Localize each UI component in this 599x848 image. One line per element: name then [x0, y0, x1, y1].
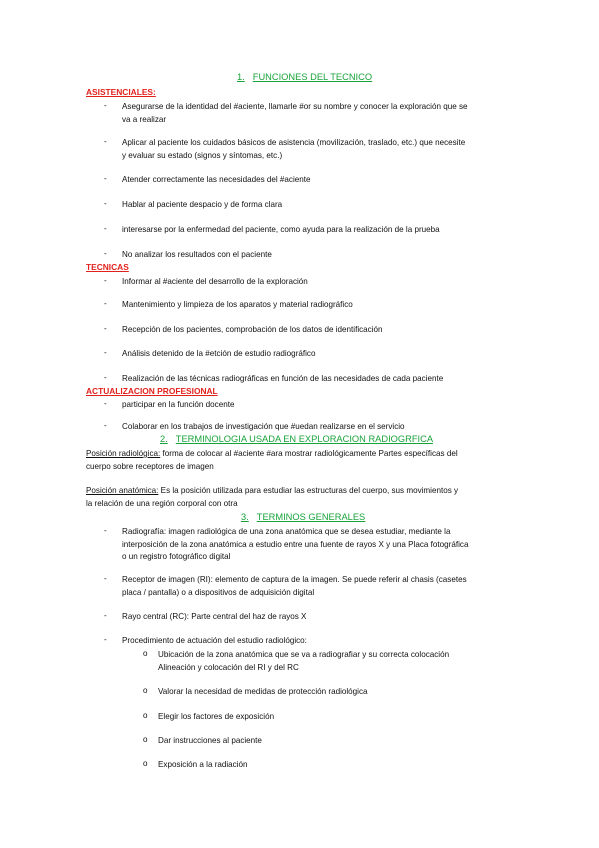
- dash-bullet: -: [104, 574, 107, 583]
- dash-bullet: -: [104, 635, 107, 644]
- list-item: Atender correctamente las necesidades del #aciente: [122, 175, 311, 184]
- circle-bullet: o: [143, 759, 148, 768]
- dash-bullet: -: [104, 373, 107, 382]
- dash-bullet: -: [104, 224, 107, 233]
- list-item: Colaborar en los trabajos de investigación que #uedan realizarse en el servicio: [122, 422, 405, 431]
- dash-bullet: -: [104, 421, 107, 430]
- dash-bullet: -: [104, 324, 107, 333]
- heading-text: TERMINOS GENERALES: [256, 512, 366, 522]
- heading-text: FUNCIONES DEL TECNICO: [252, 72, 373, 82]
- list-item: Aplicar al paciente los cuidados básicos de asistencia (movilización, traslado, etc.) que necesite y evaluar su estado (signos y síntomas, etc.): [122, 138, 466, 160]
- term-definition: Es la posición utilizada para estudiar las estructuras del cuerpo, sus movimientos y: [158, 486, 459, 495]
- list-item: Análisis detenido de la #etción de estudio radiográfico: [122, 349, 316, 358]
- dash-bullet: -: [104, 101, 107, 110]
- heading-terminologia: [160, 434, 433, 444]
- definition-posicion-anatomica: [86, 485, 458, 510]
- list-item: Informar al #aciente del desarrollo de la exploración: [122, 277, 308, 286]
- list-item: Valorar la necesidad de medidas de protección radiológica: [158, 687, 368, 696]
- circle-bullet: o: [143, 711, 148, 720]
- list-item: Receptor de imagen (RI): elemento de captura de la imagen. Se puede referir al chasis (casetes placa / pantalla) o a dispositivos de adquisición digital: [122, 575, 467, 597]
- list-item: Procedimiento de actuación del estudio radiológico:: [122, 636, 307, 645]
- term-definition-cont: la relación de una región corporal con otra: [86, 498, 238, 508]
- dash-bullet: -: [104, 348, 107, 357]
- list-item: Elegir los factores de exposición: [158, 712, 275, 721]
- term-label: Posición anatómica:: [86, 486, 159, 495]
- list-item: Radiografía: imagen radiológica de una zona anatómica que se desea estudiar, mediante la interposición de la zona anatómica a estudio entre una fuente de rayos X y una Placa fotográfica o un registro fotográfico digital: [122, 527, 469, 561]
- heading-number: 3.: [241, 512, 249, 522]
- dash-bullet: -: [104, 276, 107, 285]
- list-item: Recepción de los pacientes, comprobación de los datos de identificación: [122, 325, 383, 334]
- dash-bullet: -: [104, 299, 107, 308]
- dash-bullet: -: [104, 611, 107, 620]
- section-title-tecnicas: TECNICAS: [86, 262, 129, 272]
- term-definition: forma de colocar al #aciente #ara mostrar radiológicamente Partes específicas del: [160, 449, 458, 458]
- heading-funciones: [237, 72, 372, 82]
- list-item: Exposición a la radiación: [158, 760, 248, 769]
- list-item: interesarse por la enfermedad del paciente, como ayuda para la realización de la prueba: [122, 225, 440, 234]
- circle-bullet: o: [143, 735, 148, 744]
- list-item: participar en la función docente: [122, 400, 235, 409]
- term-definition-cont: cuerpo sobre receptores de imagen: [86, 461, 214, 471]
- dash-bullet: -: [104, 526, 107, 535]
- circle-bullet: o: [143, 649, 148, 658]
- list-item: Asegurarse de la identidad del #aciente, llamarle #or su nombre y conocer la exploración que se va a realizar: [122, 102, 468, 124]
- heading-terminos-generales: [241, 512, 365, 522]
- dash-bullet: -: [104, 137, 107, 146]
- list-item: Hablar al paciente despacio y de forma clara: [122, 200, 283, 209]
- definition-posicion-radiologica: [86, 448, 458, 473]
- section-title-asistenciales: ASISTENCIALES:: [86, 87, 156, 97]
- term-label: Posición radiológica:: [86, 449, 161, 458]
- list-item: Rayo central (RC): Parte central del haz de rayos X: [122, 612, 307, 621]
- dash-bullet: -: [104, 399, 107, 408]
- list-item: No analizar los resultados con el paciente: [122, 250, 272, 259]
- circle-bullet: o: [143, 686, 148, 695]
- heading-number: 1.: [237, 72, 245, 82]
- dash-bullet: -: [104, 174, 107, 183]
- dash-bullet: -: [104, 249, 107, 258]
- list-item: Realización de las técnicas radiográficas en función de las necesidades de cada paciente: [122, 374, 444, 383]
- list-item: Dar instrucciones al paciente: [158, 736, 262, 745]
- list-item: Mantenimiento y limpieza de los aparatos y material radiográfico: [122, 300, 353, 309]
- list-item: Ubicación de la zona anatómica que se va a radiografiar y su correcta colocación Alineación y colocación del RI y del RC: [158, 650, 450, 672]
- section-title-actualizacion: ACTUALIZACION PROFESIONAL: [86, 386, 218, 396]
- heading-text: TERMINOLOGIA USADA EN EXPLORACION RADIOGRFICA: [175, 434, 434, 444]
- heading-number: 2.: [160, 434, 168, 444]
- dash-bullet: -: [104, 199, 107, 208]
